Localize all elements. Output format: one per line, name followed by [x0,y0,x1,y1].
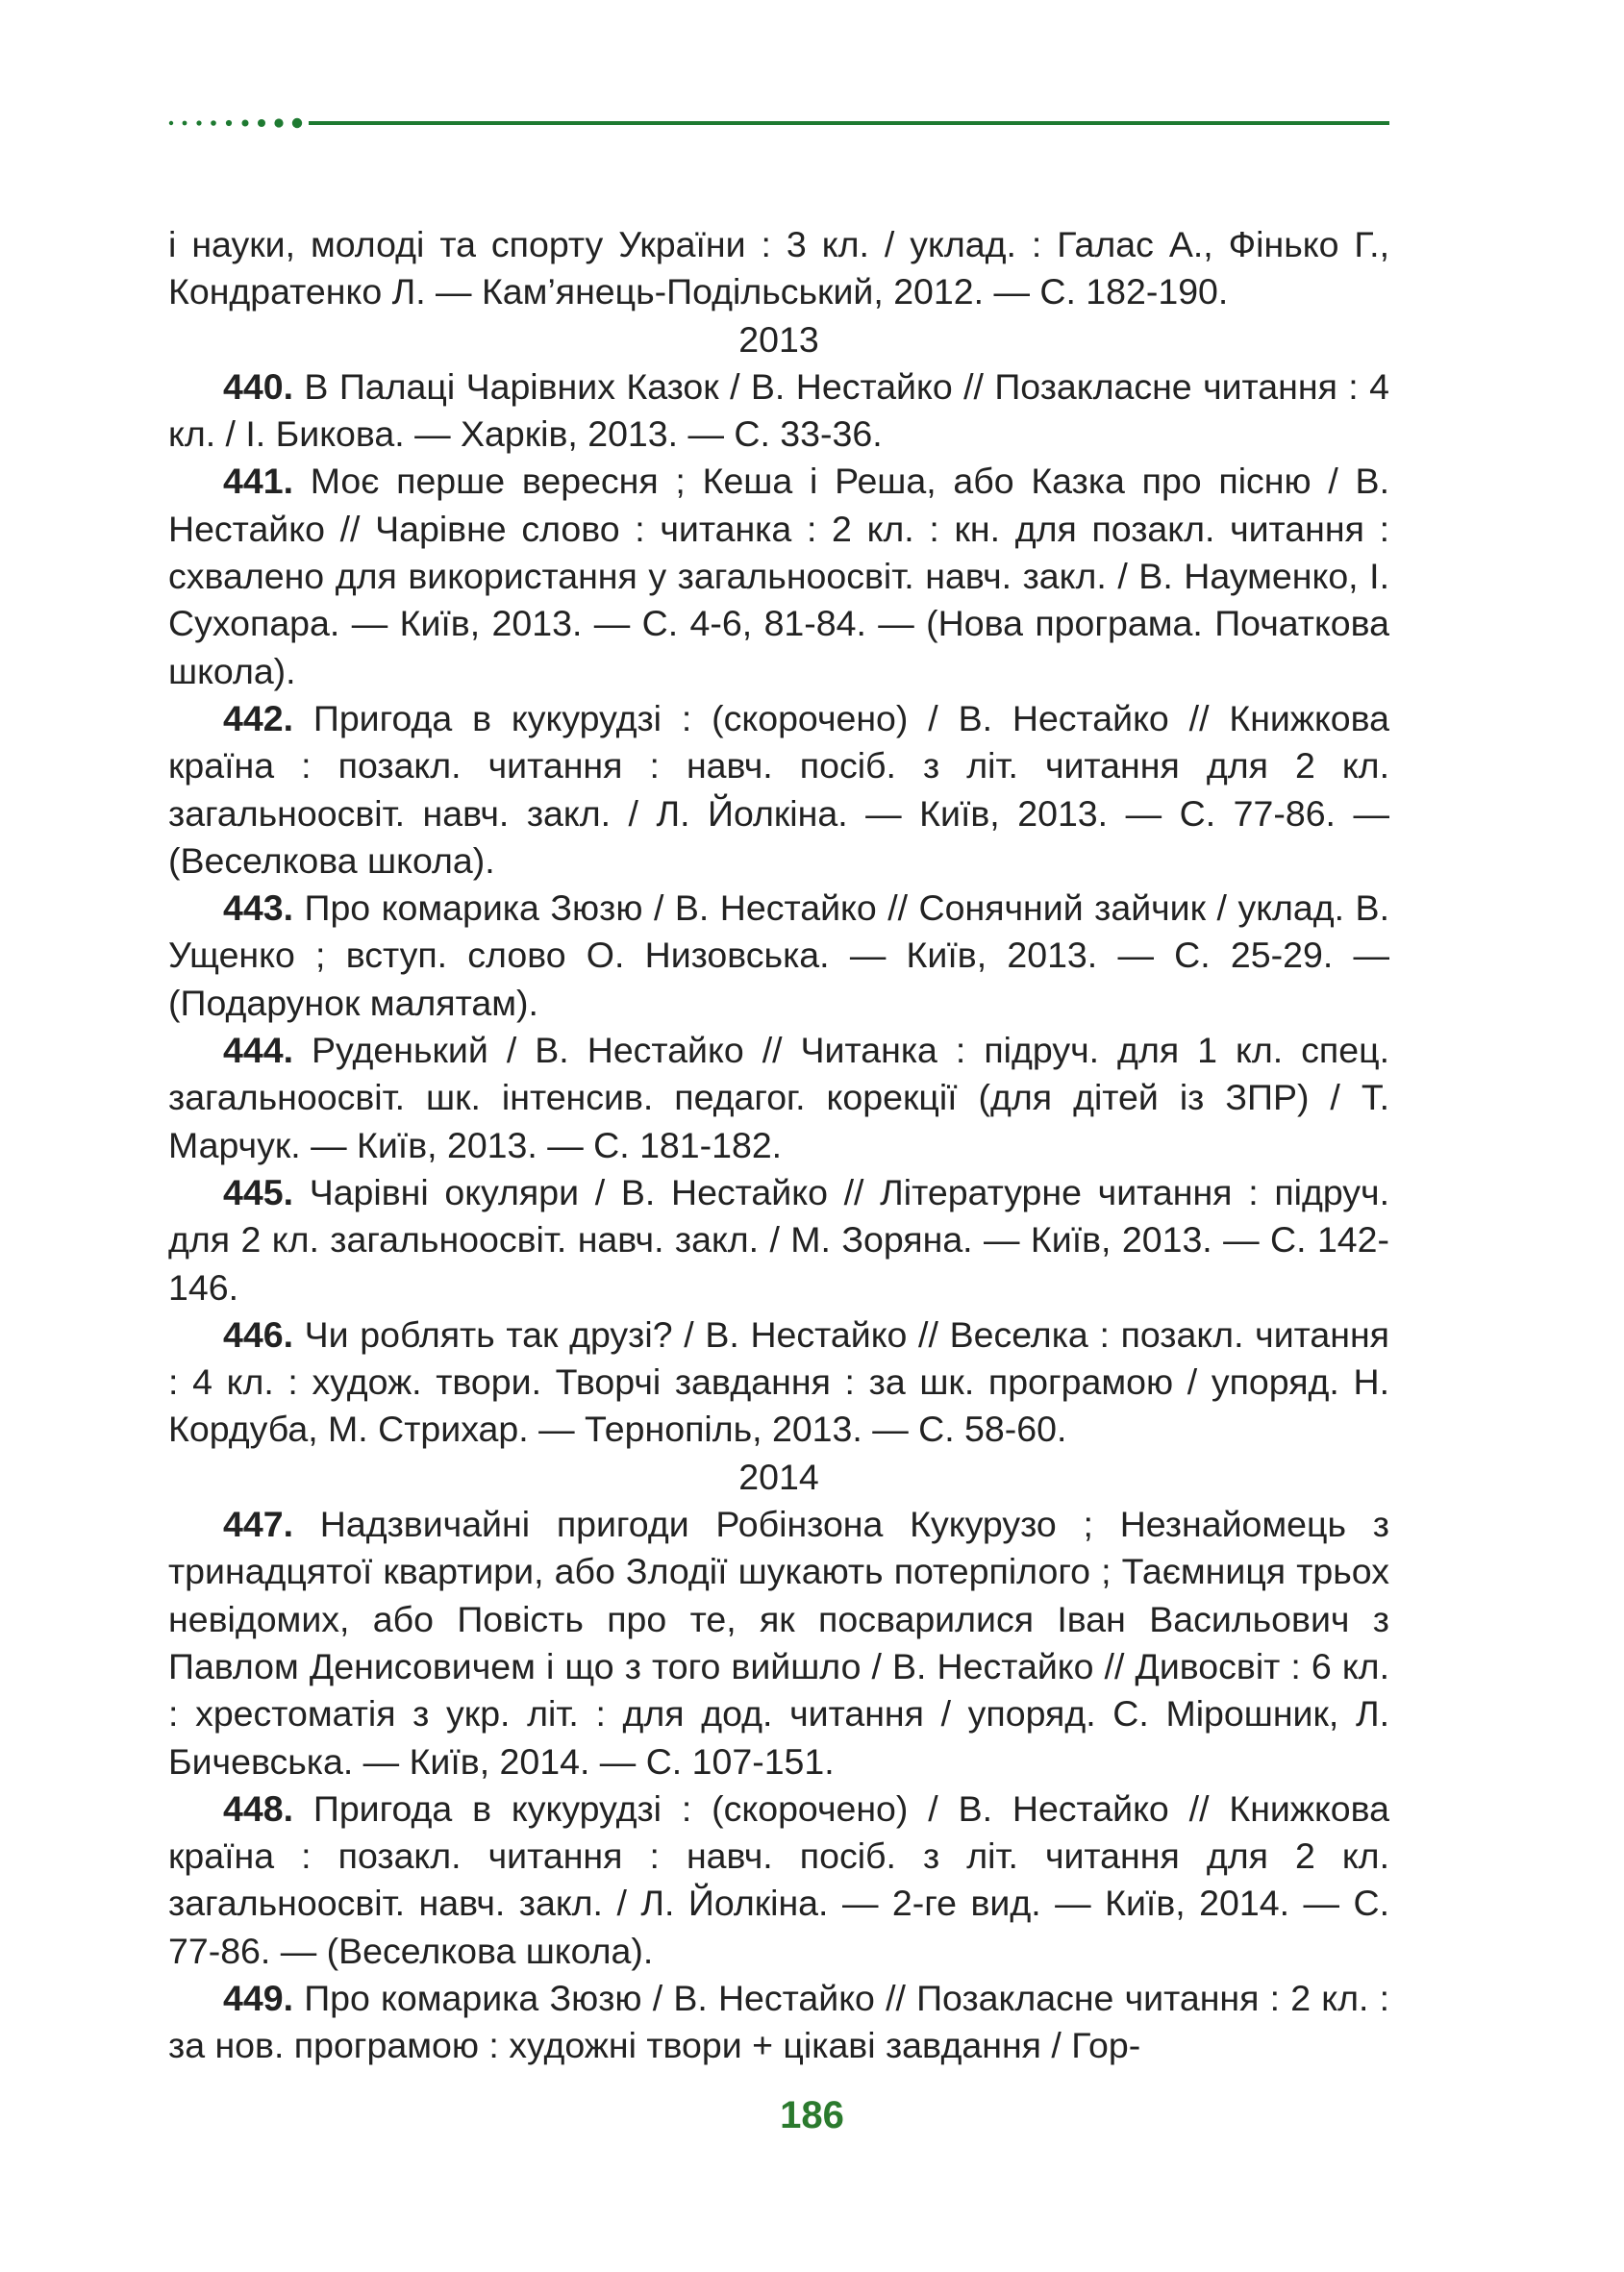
entry-text: Про комарика Зюзю / В. Нестайко // Позакласне читання : 2 кл. : за нов. програмою : художні твори + цікаві завдання / Гор- [168,1977,1389,2066]
bibliography-entry-448 [168,1785,1389,1975]
entry-number: 447. [223,1504,293,1545]
continuation-paragraph: і науки, молоді та спорту України : 3 кл. / уклад. : Галас А., Фінько Г., Кондратенко Л. — Кам’янець-Подільський, 2012. — С. 182-190. [168,224,1389,312]
bibliography-entry-444 [168,1027,1389,1169]
entry-text: Моє перше вересня ; Кеша і Реша, або Казка про пісню / В. Нестайко // Чарівне слово : читанка : 2 кл. : кн. для позакл. читання : схвалено для використання у загальноосвіт. навч. закл. / В. Науменко, І. Сухопара. — Київ, 2013. — С. 4-6, 81-84. — (Нова програма. Початкова школа). [168,461,1389,691]
entry-text: В Палаці Чарівних Казок / В. Нестайко // Позакласне читання : 4 кл. / І. Бикова. — Харків, 2013. — С. 33-36. [168,365,1389,455]
year-heading-2013: 2013 [738,318,819,360]
page-number: 186 [780,2094,844,2136]
entry-number: 441. [223,461,293,502]
bibliography-entry-446 [168,1311,1389,1454]
entry-number: 442. [223,697,293,738]
bibliography-text [168,221,1389,2070]
entry-number: 445. [223,1171,293,1212]
bibliography-entry-443 [168,885,1389,1027]
bibliography-entry-441 [168,458,1389,694]
year-heading-2014: 2014 [738,1456,819,1497]
entry-number: 449. [223,1977,293,2018]
entry-number: 440. [223,365,293,407]
bibliography-entry-442 [168,695,1389,885]
bibliography-entry-447 [168,1501,1389,1785]
entry-text: Надзвичайні пригоди Робінзона Кукурузо ; Незнайомець з тринадцятої квартири, або Злодії шукають потерпілого ; Таємниця трьох невідомих, або Повість про те, як посварилися Іван Васильович з Павлом Денисовичем і що з того вийшло / В. Нестайко // Дивосвіт : 6 кл. : хрестоматія з укр. літ. : для дод. читання / упоряд. С. Мірошник, Л. Бичевська. — Київ, 2014. — С. 107-151. [168,1504,1389,1782]
bibliography-entry-440 [168,363,1389,459]
entry-text: Руденький / В. Нестайко // Читанка : підруч. для 1 кл. спец. загальноосвіт. шк. інтенсив. педагог. корекції (для дітей із ЗПР) / Т. Марчук. — Київ, 2013. — С. 181-182. [168,1030,1389,1165]
entry-text: Чарівні окуляри / В. Нестайко // Літературне читання : підруч. для 2 кл. загальноосвіт. навч. закл. / М. Зоряна. — Київ, 2013. — С. 142-146. [168,1171,1389,1308]
entry-text: Чи роблять так друзі? / В. Нестайко // Веселка : позакл. читання : 4 кл. : худож. твори. Творчі завдання : за шк. програмою / упоряд. Н. Кордуба, М. Стрихар. — Тернопіль, 2013. — С. 58-60. [168,1313,1389,1450]
bibliography-entry-449 [168,1975,1389,2070]
entry-number: 446. [223,1313,293,1355]
entry-number: 448. [223,1787,293,1829]
entry-text: Пригода в кукурудзі : (скорочено) / В. Нестайко // Книжкова країна : позакл. читання : навч. посіб. з літ. читання для 2 кл. загальноосвіт. навч. закл. / Л. Йолкіна. — 2-ге вид. — Київ, 2014. — С. 77-86. — (Веселкова школа). [168,1787,1389,1971]
dotted-rule-icon [168,117,1389,129]
entry-number: 443. [223,887,293,929]
bibliography-entry-445 [168,1169,1389,1311]
header-decorative-rule [168,117,1389,129]
entry-text: Про комарика Зюзю / В. Нестайко // Сонячний зайчик / уклад. В. Ущенко ; вступ. слово О. Низовська. — Київ, 2013. — С. 25-29. — (Подарунок малятам). [168,887,1389,1023]
entry-text: Пригода в кукурудзі : (скорочено) / В. Нестайко // Книжкова країна : позакл. читання : навч. посіб. з літ. читання для 2 кл. загальноосвіт. навч. закл. / Л. Йолкіна. — Київ, 2013. — С. 77-86. — (Веселкова школа). [168,697,1389,881]
entry-number: 444. [223,1030,293,1071]
